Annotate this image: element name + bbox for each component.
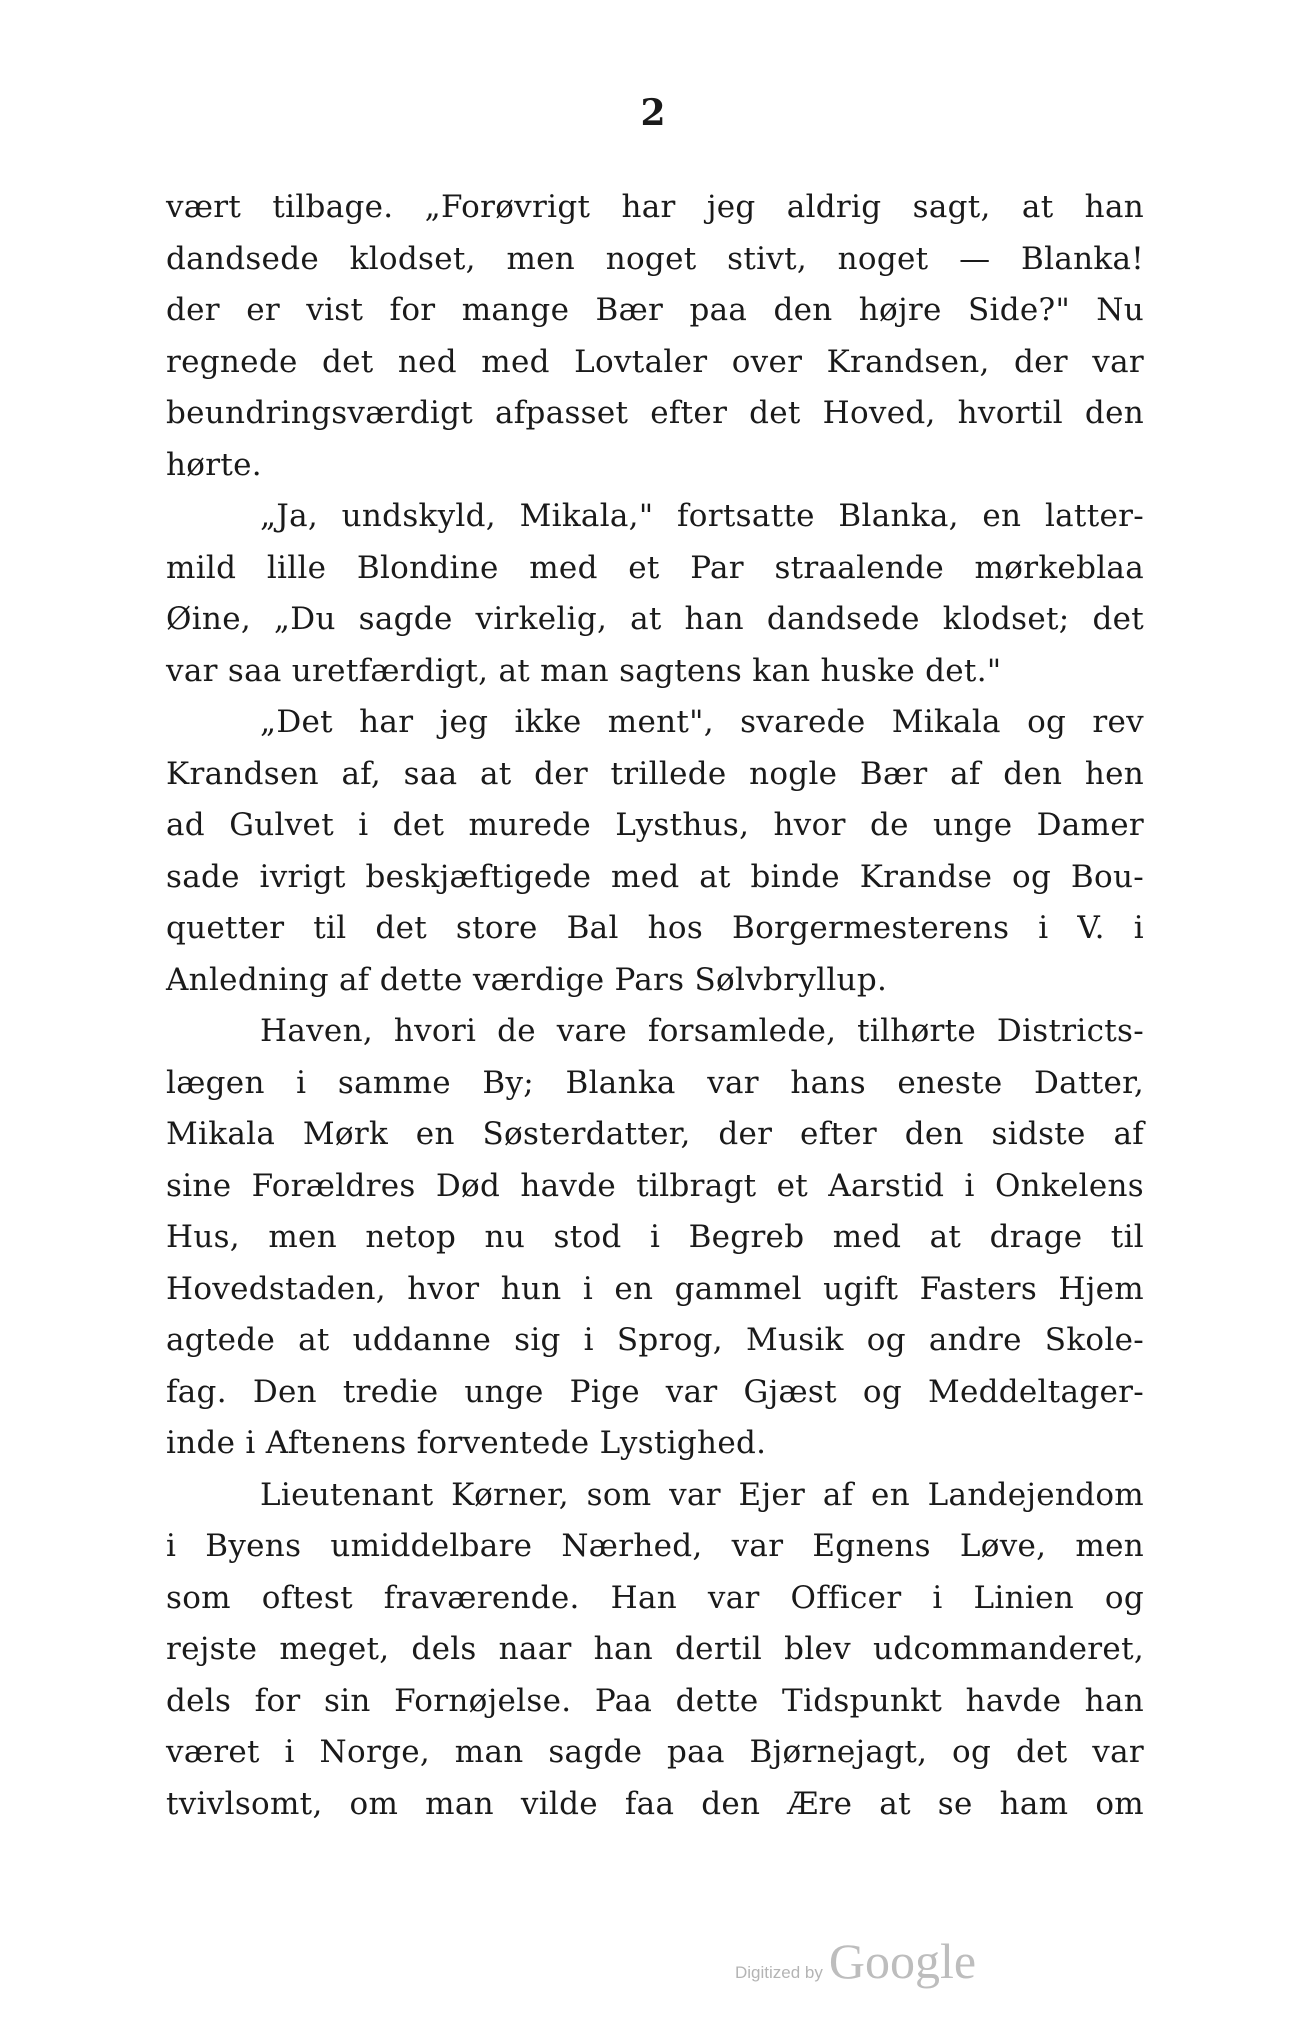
text-line: som oftest fraværende. Han var Officer i Linien og (166, 1579, 1144, 1616)
text-line: Anledning af dette værdige Pars Sølvbryllup. (166, 961, 888, 998)
text-line: Krandsen af, saa at der trillede nogle Bær af den hen (166, 755, 1144, 792)
text-line: vært tilbage. „Forøvrigt har jeg aldrig sagt, at han (166, 189, 1144, 225)
digitized-by-label: Digitized by (735, 1963, 823, 1982)
text-line: Hovedstaden, hvor hun i en gammel ugift Fasters Hjem (166, 1270, 1144, 1307)
text-line: Hus, men netop nu stod i Begreb med at drage til (166, 1219, 1144, 1255)
text-line: var saa uretfærdigt, at man sagtens kan huske det." (166, 652, 1002, 689)
text-line: dandsede klodset, men noget stivt, noget — Blanka! (166, 240, 1144, 277)
text-line: sine Forældres Død havde tilbragt et Aarstid i Onkelens (166, 1167, 1144, 1204)
text-line: inde i Aftenens forventede Lystighed. (166, 1425, 767, 1461)
text-line: lægen i samme By; Blanka var hans eneste Datter, (166, 1064, 1144, 1101)
text-line: rejste meget, dels naar han dertil blev udcommanderet, (166, 1631, 1144, 1667)
text-line: Haven, hvori de vare forsamlede, tilhørte Districts- (260, 1013, 1144, 1049)
body-text (166, 182, 1144, 1830)
text-line: hørte. (166, 446, 262, 483)
text-line: agtede at uddanne sig i Sprog, Musik og andre Skole- (166, 1322, 1144, 1358)
digitized-by-google-watermark (735, 1932, 976, 1990)
text-line: tvivlsomt, om man vilde faa den Ære at se ham om (166, 1785, 1144, 1822)
text-line: Lieutenant Kørner, som var Ejer af en Landejendom (260, 1476, 1144, 1513)
google-logo: Google (828, 1933, 977, 1989)
text-line: i Byens umiddelbare Nærhed, var Egnens Løve, men (166, 1528, 1144, 1564)
text-line: quetter til det store Bal hos Borgermesterens i V. i (166, 910, 1144, 946)
text-line: Øine, „Du sagde virkelig, at han dandsede klodset; det (166, 601, 1144, 637)
text-line: fag. Den tredie unge Pige var Gjæst og Meddeltager- (166, 1373, 1144, 1410)
text-line: „Det har jeg ikke ment", svarede Mikala og rev (260, 704, 1144, 740)
text-line: været i Norge, man sagde paa Bjørnejagt, og det var (166, 1734, 1144, 1770)
text-line: „Ja, undskyld, Mikala," fortsatte Blanka, en latter- (260, 498, 1144, 534)
text-line: der er vist for mange Bær paa den højre Side?" Nu (166, 292, 1144, 328)
text-line: regnede det ned med Lovtaler over Krandsen, der var (166, 343, 1144, 380)
text-line: dels for sin Fornøjelse. Paa dette Tidspunkt havde han (166, 1682, 1144, 1719)
text-line: sade ivrigt beskjæftigede med at binde Krandse og Bou- (166, 858, 1144, 895)
page-number: 2 (640, 92, 666, 134)
text-line: beundringsværdigt afpasset efter det Hoved, hvortil den (166, 395, 1144, 431)
text-line: mild lille Blondine med et Par straalende mørkeblaa (166, 549, 1144, 586)
text-line: Mikala Mørk en Søsterdatter, der efter den sidste af (166, 1116, 1144, 1152)
text-line: ad Gulvet i det murede Lysthus, hvor de unge Damer (166, 807, 1144, 843)
